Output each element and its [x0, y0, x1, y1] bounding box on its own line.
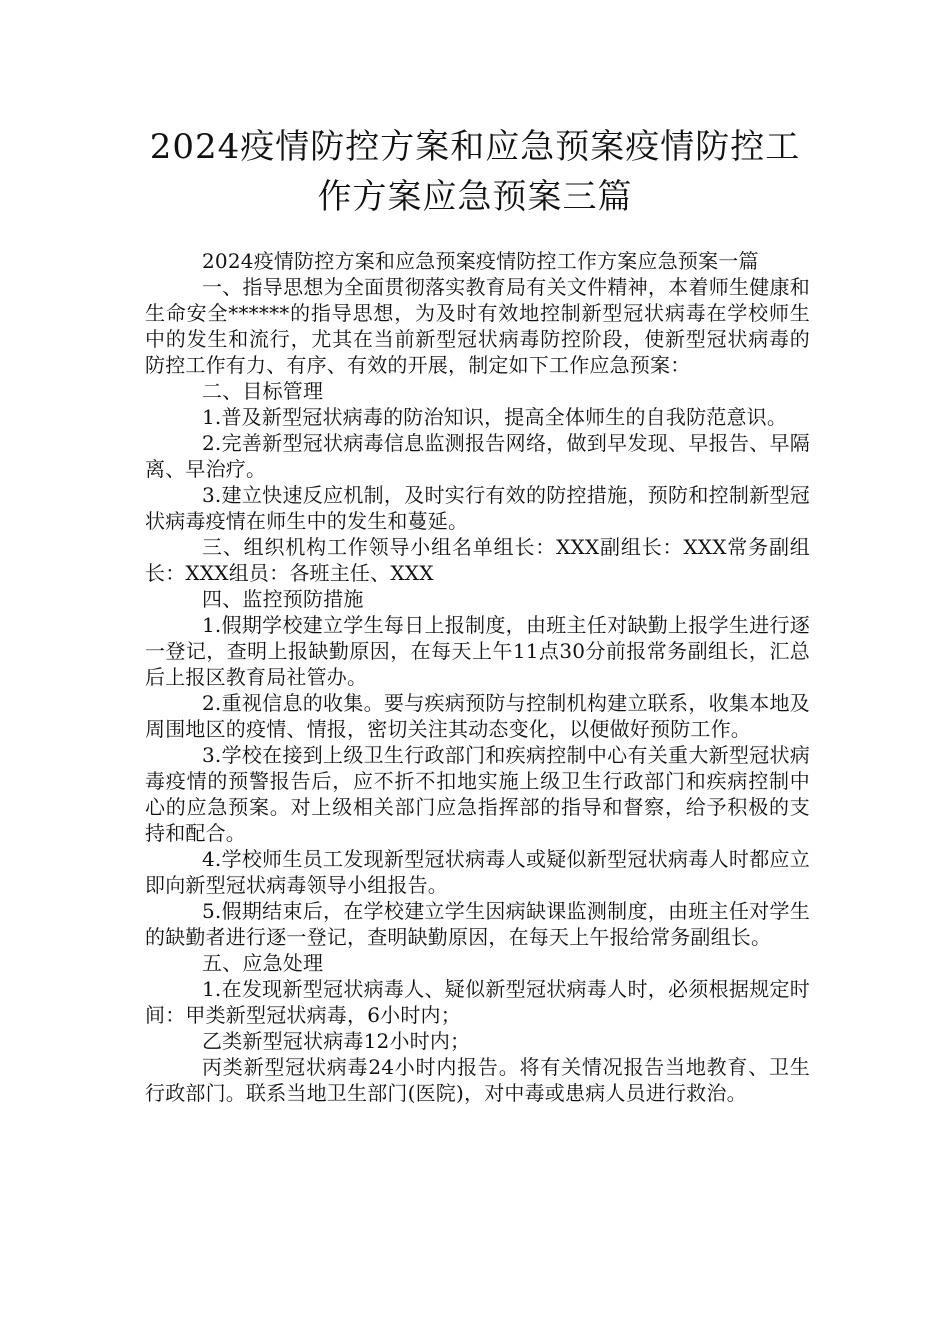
- paragraph-goal-2: 2.完善新型冠状病毒信息监测报告网络，做到早发现、早报告、早隔离、早治疗。: [145, 431, 810, 481]
- paragraph-emergency-class-b: 乙类新型冠状病毒12小时内；: [202, 1029, 471, 1053]
- document-body: [145, 248, 810, 1106]
- paragraph-goal-3: 3.建立快速反应机制，及时实行有效的防控措施，预防和控制新型冠状病毒疫情在师生中的发生和蔓延。: [145, 483, 810, 533]
- paragraph-measure-2: 2.重视信息的收集。要与疾病预防与控制机构建立联系，收集本地及周围地区的疫情、情报，密切关注其动态变化，以便做好预防工作。: [145, 691, 810, 741]
- heading-emergency-handling: 五、应急处理: [202, 951, 324, 975]
- paragraph-goal-1: 1.普及新型冠状病毒的防治知识，提高全体师生的自我防范意识。: [202, 405, 788, 429]
- paragraph-emergency-1: 1.在发现新型冠状病毒人、疑似新型冠状病毒人时，必须根据规定时间：甲类新型冠状病毒，6小时内；: [145, 977, 810, 1027]
- paragraph-guiding-principle: 一、指导思想为全面贯彻落实教育局有关文件精神，本着师生健康和生命安全******的指导思想，为及时有效地控制新型冠状病毒在学校师生中的发生和流行，尤其在当前新型冠状病毒防控阶段，使新型冠状病毒的防控工作有力、有序、有效的开展，制定如下工作应急预案：: [145, 275, 810, 377]
- paragraph-measure-5: 5.假期结束后，在学校建立学生因病缺课监测制度，由班主任对学生的缺勤者进行逐一登记，查明缺勤原因，在每天上午报给常务副组长。: [145, 899, 810, 949]
- paragraph-subtitle: 2024疫情防控方案和应急预案疫情防控工作方案应急预案一篇: [202, 249, 759, 273]
- heading-prevention-measures: 四、监控预防措施: [202, 587, 364, 611]
- title-line-1: 2024疫情防控方案和应急预案疫情防控工: [149, 127, 801, 167]
- heading-goal-management: 二、目标管理: [202, 379, 324, 403]
- paragraph-measure-1: 1.假期学校建立学生每日上报制度，由班主任对缺勤上报学生进行逐一登记，查明上报缺勤原因，在每天上午11点30分前报常务副组长，汇总后上报区教育局社管办。: [145, 613, 810, 689]
- paragraph-emergency-class-c: 丙类新型冠状病毒24小时内报告。将有关情况报告当地教育、卫生行政部门。联系当地卫生部门(医院)，对中毒或患病人员进行救治。: [145, 1055, 810, 1105]
- document-title: [130, 122, 820, 222]
- paragraph-measure-3: 3.学校在接到上级卫生行政部门和疾病控制中心有关重大新型冠状病毒疫情的预警报告后，应不折不扣地实施上级卫生行政部门和疾病控制中心的应急预案。对上级相关部门应急指挥部的指导和督察，给予积极的支持和配合。: [145, 743, 810, 845]
- paragraph-organization: 三、组织机构工作领导小组名单组长：XXX副组长：XXX常务副组长：XXX组员：各班主任、XXX: [145, 535, 810, 585]
- paragraph-measure-4: 4.学校师生员工发现新型冠状病毒人或疑似新型冠状病毒人时都应立即向新型冠状病毒领导小组报告。: [145, 847, 810, 897]
- title-line-2: 作方案应急预案三篇: [317, 177, 633, 217]
